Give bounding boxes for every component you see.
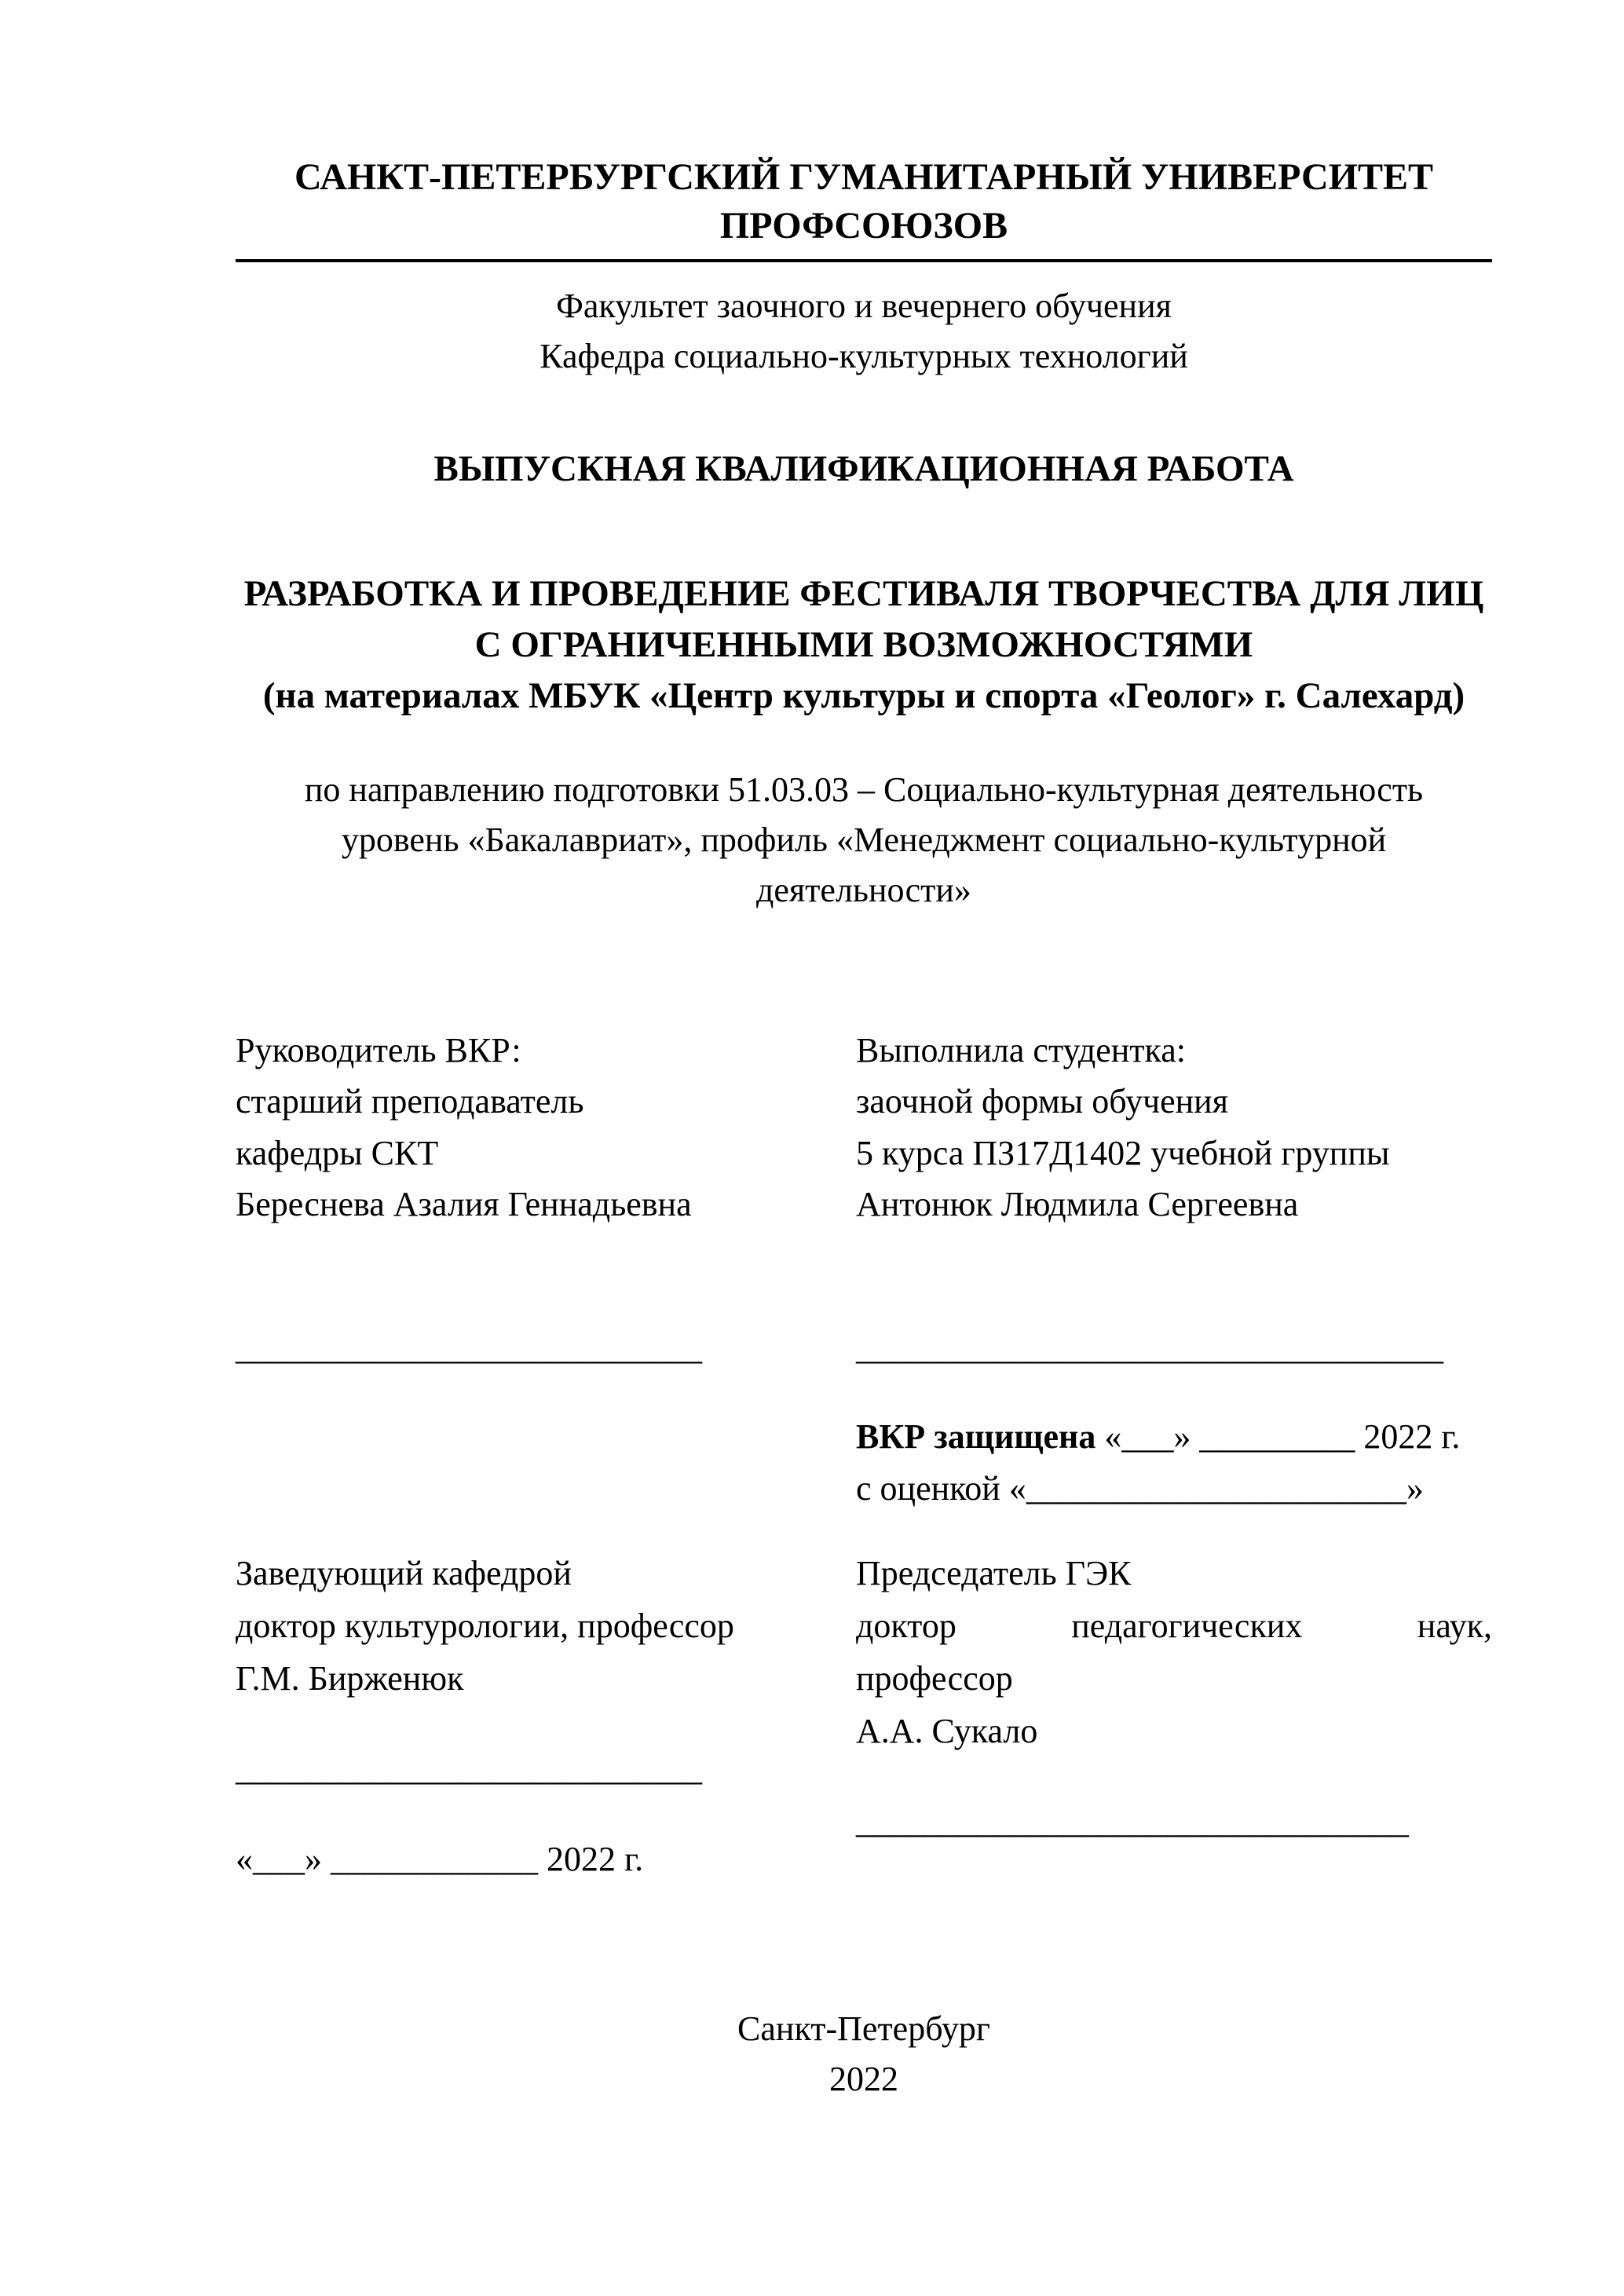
faculty-department-block	[236, 281, 1492, 382]
faculty-line: Факультет заочного и вечернего обучения	[556, 286, 1172, 325]
department-head-signature-line: ___________________________	[236, 1749, 702, 1788]
department-head-position: доктор культурологии, профессор	[236, 1607, 734, 1646]
supervisor-block	[236, 1025, 856, 1229]
defense-left-spacer	[236, 1411, 856, 1515]
gek-chair-degree-line	[856, 1600, 1492, 1653]
credentials-section	[236, 1025, 1492, 1229]
supervisor-name: Береснева Азалия Геннадьевна	[236, 1184, 692, 1223]
supervisor-position-line2: кафедры СКТ	[236, 1133, 439, 1172]
footer-city: Санкт-Петербург	[737, 2009, 990, 2048]
student-role: Выполнила студентка:	[856, 1031, 1186, 1070]
work-type-heading: ВЫПУСКНАЯ КВАЛИФИКАЦИОННАЯ РАБОТА	[433, 448, 1294, 490]
university-header	[236, 153, 1492, 262]
signatures-row	[236, 1324, 1492, 1373]
officials-section	[236, 1548, 1492, 1885]
department-head-date-line: «___» ____________ 2022 г.	[236, 1839, 644, 1878]
student-detail-line1: заочной формы обучения	[856, 1082, 1228, 1121]
student-detail-line2: 5 курса ПЗ17Д1402 учебной группы	[856, 1133, 1390, 1172]
student-signature-line: __________________________________	[856, 1328, 1443, 1367]
department-head-block	[236, 1548, 856, 1885]
gek-chair-degree-line2: профессор	[856, 1659, 1013, 1698]
department-line: Кафедра социально-культурных технологий	[540, 336, 1188, 375]
supervisor-role: Руководитель ВКР:	[236, 1031, 521, 1070]
gek-degree-word2: педагогических	[1071, 1607, 1303, 1646]
university-name-line1: САНКТ-ПЕТЕРБУРГСКИЙ ГУМАНИТАРНЫЙ УНИВЕРСИТЕТ	[294, 156, 1434, 198]
gek-chair-block	[856, 1548, 1492, 1885]
footer-block	[236, 2004, 1492, 2104]
defense-block	[856, 1411, 1492, 1515]
thesis-title-main: РАЗРАБОТКА И ПРОВЕДЕНИЕ ФЕСТИВАЛЯ ТВОРЧЕСТВА ДЛЯ ЛИЦ С ОГРАНИЧЕННЫМИ ВОЗМОЖНОСТЯМИ	[243, 573, 1494, 666]
gek-chair-signature-line: ________________________________	[856, 1801, 1409, 1841]
supervisor-position-line1: старший преподаватель	[236, 1082, 584, 1121]
gek-degree-word1: доктор	[856, 1607, 956, 1646]
gek-degree-word3: наук,	[1417, 1607, 1492, 1646]
student-block	[856, 1025, 1492, 1229]
defense-date-line	[856, 1411, 1492, 1463]
thesis-title-subtitle: (на материалах МБУК «Центр культуры и спорта «Геолог» г. Салехард)	[262, 675, 1465, 717]
gek-chair-role: Председатель ГЭК	[856, 1554, 1132, 1593]
department-head-role: Заведующий кафедрой	[236, 1554, 572, 1593]
department-head-name: Г.М. Бирженюк	[236, 1659, 464, 1698]
defense-label: ВКР защищена	[856, 1417, 1096, 1457]
direction-line: по направлению подготовки 51.03.03 – Социально-культурная деятельность	[304, 770, 1424, 809]
supervisor-signature-line: ___________________________	[236, 1328, 702, 1367]
thesis-title-block	[236, 569, 1492, 722]
direction-block	[236, 765, 1492, 915]
level-profile-line: уровень «Бакалавриат», профиль «Менеджмент социально-культурной деятельности»	[341, 820, 1395, 909]
defense-grade-line: с оценкой «______________________»	[856, 1469, 1424, 1508]
university-name-line2: ПРОФСОЮЗОВ	[719, 205, 1008, 247]
defense-date-blank: «___» _________ 2022 г.	[1095, 1417, 1461, 1457]
footer-year: 2022	[829, 2059, 898, 2098]
gek-chair-name: А.А. Сукало	[856, 1712, 1038, 1750]
student-name: Антонюк Людмила Сергеевна	[856, 1184, 1299, 1223]
defense-section	[236, 1411, 1492, 1515]
